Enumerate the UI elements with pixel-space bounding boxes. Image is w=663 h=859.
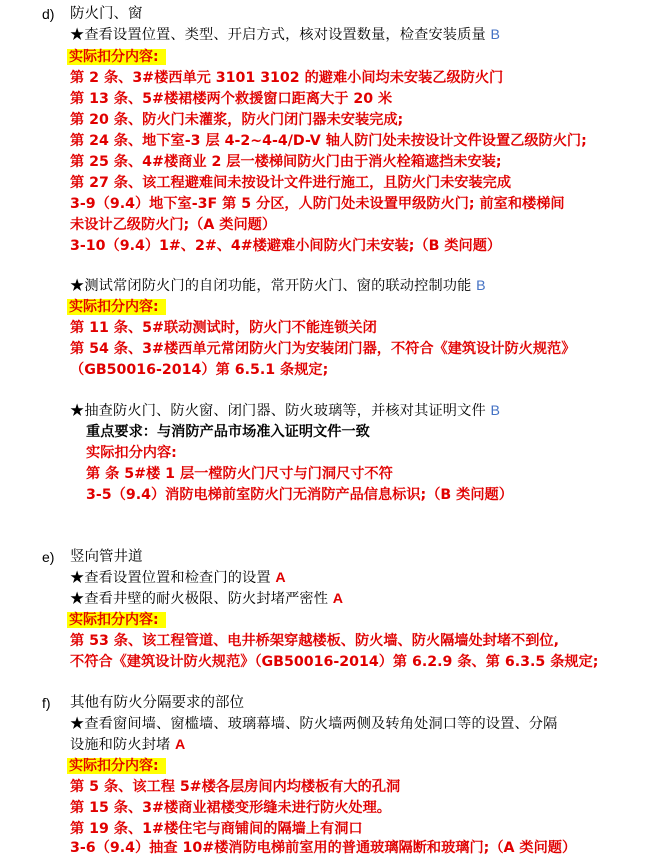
deduction-label: 实际扣分内容:: [67, 756, 166, 777]
deduction-item: 第 24 条、地下室-3 层 4-2~4-4/D-V 轴人防门处未按设计文件设置乙级防火门;: [70, 133, 587, 149]
deduction-item: 第 53 条、该工程管道、电井桥架穿越楼板、防火墙、防火隔墙处封堵不到位,: [70, 633, 560, 649]
deduction-item: 第 13 条、5#楼裙楼两个救援窗口距离大于 20 米: [70, 91, 393, 107]
check-text: ★查看井壁的耐火极限、防火封堵严密性: [70, 591, 333, 607]
deduction-item: 第 2 条、3#楼西单元 3101 3102 的避难小间均未安装乙级防火门: [70, 70, 504, 86]
check-item: [70, 568, 286, 589]
deduction-item: 未设计乙级防火门;（A 类问题）: [70, 217, 277, 233]
deduction-item: 第 15 条、3#楼商业裙楼变形缝未进行防火处理。: [70, 800, 391, 816]
deduction-label: 实际扣分内容:: [67, 297, 166, 318]
check-item: ★查看窗间墙、窗槛墙、玻璃幕墙、防火墙两侧及转角处洞口等的设置、分隔: [70, 716, 558, 732]
deduction-label: 实际扣分内容:: [86, 445, 177, 461]
deduction-item: 第 条 5#楼 1 层一樘防火门尺寸与门洞尺寸不符: [86, 466, 393, 482]
deduction-item: 第 11 条、5#联动测试时，防火门不能连锁关闭: [70, 320, 377, 336]
section-e-title: 竖向管井道: [70, 549, 143, 565]
section-f-title: 其他有防火分隔要求的部位: [70, 695, 244, 711]
deduction-item: 第 27 条、该工程避难间未按设计文件进行施工，且防火门未安装完成: [70, 175, 512, 191]
deduction-item: 3-5（9.4）消防电梯前室防火门无消防产品信息标识;（B 类问题）: [86, 487, 513, 503]
deduction-item: 不符合《建筑设计防火规范》（GB50016-2014）第 6.2.9 条、第 6.3.5 条规定;: [70, 654, 599, 670]
deduction-item: 3-9（9.4）地下室-3F 第 5 分区，人防门处未设置甲级防火门; 前室和楼梯间: [70, 196, 565, 212]
section-f-letter: f): [42, 695, 51, 711]
grade-badge: A: [332, 591, 344, 607]
check-text: ★查看设置位置和检查门的设置: [70, 570, 276, 586]
grade-badge: A: [275, 570, 286, 586]
section-d-letter: d): [42, 6, 55, 22]
check-text: ★抽查防火门、防火窗、闭门器、防火玻璃等，并核对其证明文件: [70, 403, 491, 419]
deduction-item: 第 54 条、3#楼西单元常闭防火门为安装闭门器，不符合《建筑设计防火规范》: [70, 341, 576, 357]
grade-badge: B: [490, 403, 501, 419]
grade-badge: B: [490, 27, 501, 43]
section-d-title: 防火门、窗: [70, 6, 143, 22]
deduction-item: 3-6（9.4）抽查 10#楼消防电梯前室用的普通玻璃隔断和玻璃门;（A 类问题）: [70, 840, 577, 856]
deduction-item: 第 5 条、该工程 5#楼各层房间内均楼板有大的孔洞: [70, 779, 401, 795]
deduction-item: （GB50016-2014）第 6.5.1 条规定;: [70, 362, 329, 378]
check-text: 设施和防火封堵: [70, 737, 176, 753]
check-item: [70, 25, 500, 46]
deduction-item: 第 19 条、1#楼住宅与商铺间的隔墙上有洞口: [70, 821, 363, 837]
check-text: ★查看设置位置、类型、开启方式，核对设置数量，检查安装质量: [70, 27, 491, 43]
check-item: [70, 401, 500, 422]
grade-badge: A: [175, 737, 186, 753]
check-item: [70, 735, 185, 756]
deduction-label: 实际扣分内容:: [67, 47, 166, 68]
check-item: [70, 276, 486, 297]
key-requirement: 重点要求：与消防产品市场准入证明文件一致: [86, 424, 370, 440]
section-e-letter: e): [42, 549, 55, 565]
grade-badge: B: [476, 278, 486, 294]
deduction-item: 3-10（9.4）1#、2#、4#楼避难小间防火门未安装;（B 类问题）: [70, 238, 502, 254]
deduction-label: 实际扣分内容:: [67, 610, 166, 631]
deduction-item: 第 20 条、防火门未灌浆，防火门闭门器未安装完成;: [70, 112, 404, 128]
deduction-item: 第 25 条、4#楼商业 2 层一楼梯间防火门由于消火栓箱遮挡未安装;: [70, 154, 502, 170]
check-text: ★测试常闭防火门的自闭功能，常开防火门、窗的联动控制功能: [70, 278, 477, 294]
check-item: [70, 589, 343, 610]
